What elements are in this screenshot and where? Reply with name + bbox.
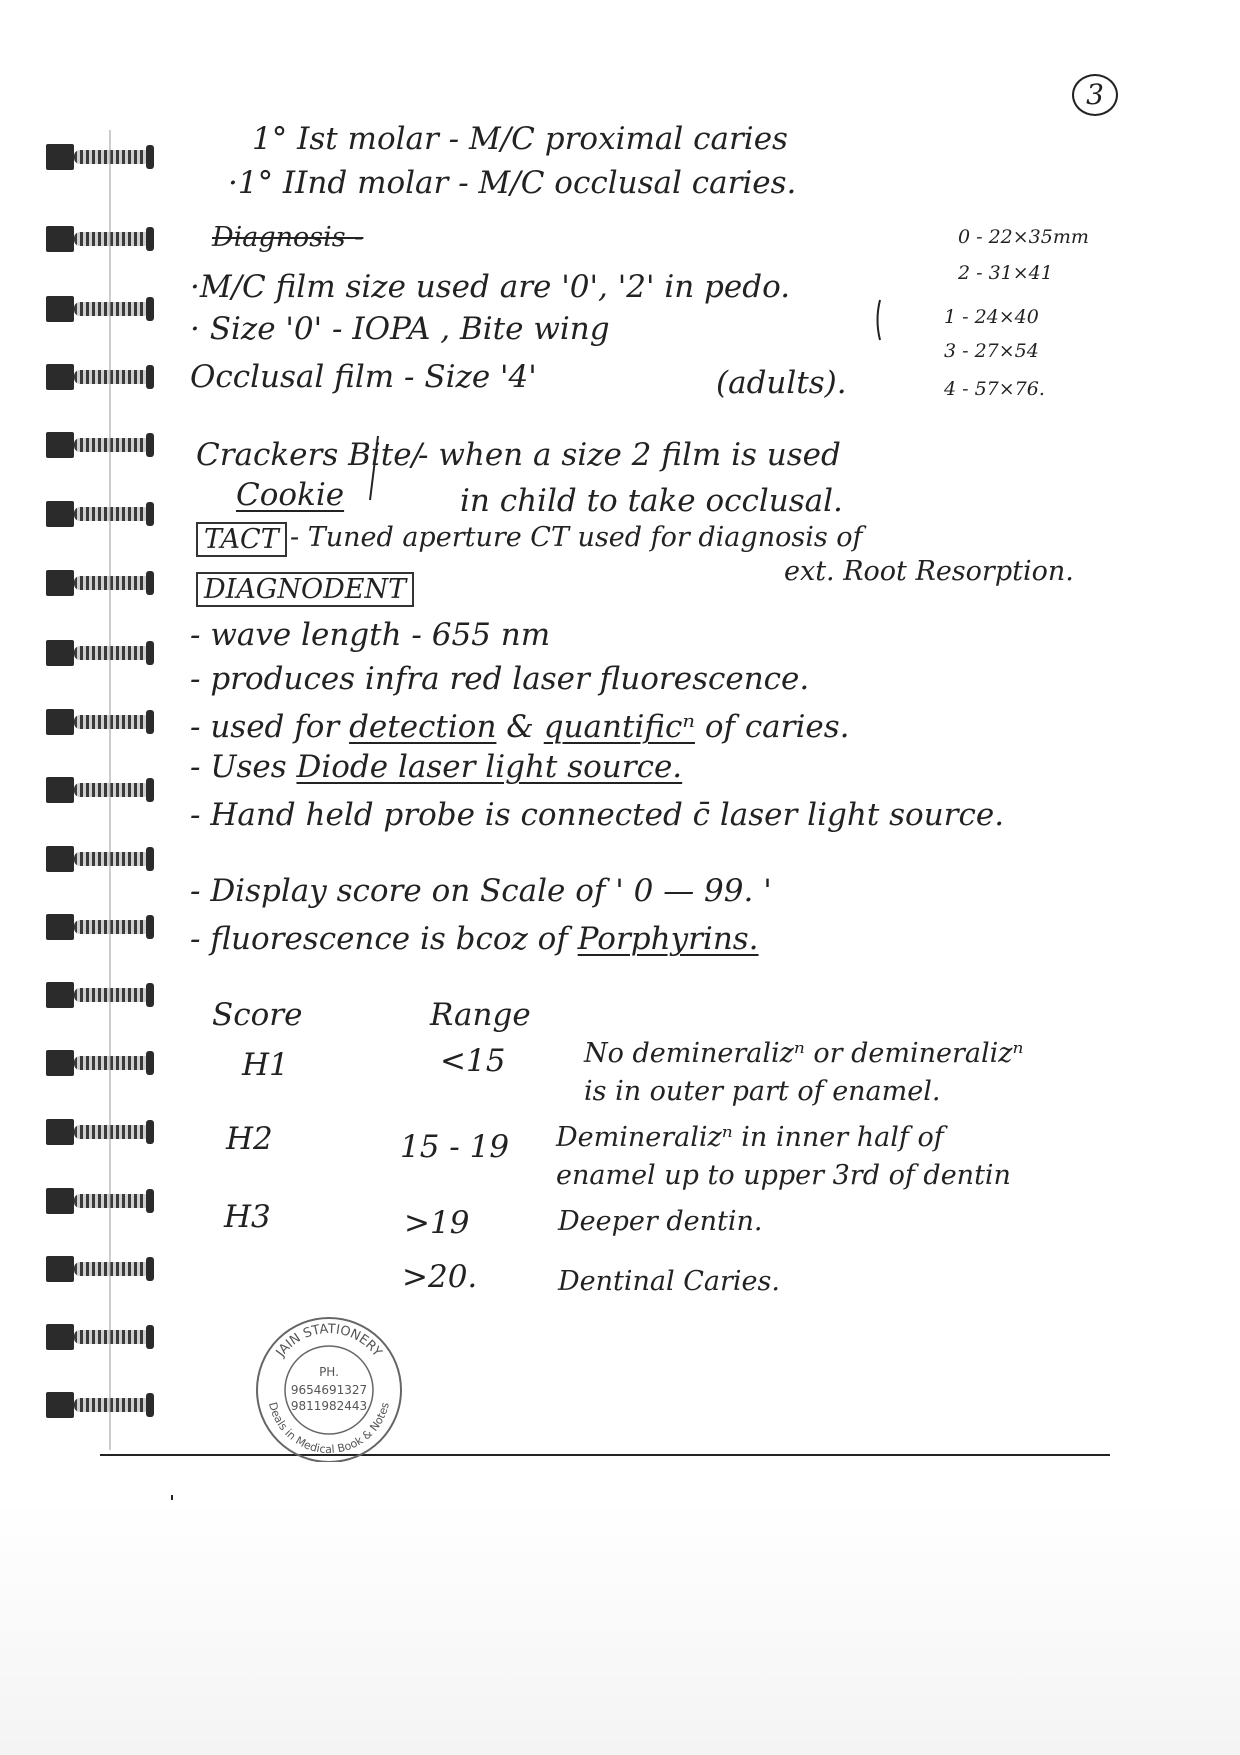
table-cell-desc: enamel up to upper 3rd of dentin: [556, 1160, 1011, 1191]
bullet-item: - used for detection & quantificⁿ of caries.: [190, 709, 850, 745]
svg-text:JAIN STATIONERY: [273, 1322, 385, 1361]
note-line: · Size '0' - IOPA , Bite wing: [190, 311, 610, 347]
note-line: ext. Root Resorption.: [784, 556, 1074, 587]
note-line: (adults).: [716, 365, 847, 401]
bullet-item: - Uses Diode laser light source.: [190, 749, 683, 785]
struck-heading: Diagnosis -: [212, 222, 364, 253]
table-cell-desc: Dentinal Caries.: [558, 1266, 780, 1297]
note-line: - when a size 2 film is used: [418, 437, 841, 473]
film-size-item: 0 - 22×35mm: [958, 226, 1089, 248]
bullet-item: - fluorescence is bcoz of Porphyrins.: [190, 921, 759, 957]
note-line: ·M/C film size used are '0', '2' in pedo.: [190, 269, 791, 305]
term-crackers-bite: Crackers Bite/: [196, 437, 423, 473]
table-cell-desc: Demineralizⁿ in inner half of: [556, 1122, 944, 1153]
film-size-item: 4 - 57×76.: [944, 378, 1045, 400]
table-header-range: Range: [430, 997, 531, 1033]
table-cell-range: <15: [440, 1043, 506, 1079]
film-size-item: 2 - 31×41: [958, 262, 1053, 284]
table-cell-score: H3: [224, 1199, 271, 1235]
table-cell-range: >20.: [402, 1259, 478, 1295]
next-page-area: [0, 1500, 1240, 1755]
bullet-item: - Hand held probe is connected c̄ laser light source.: [190, 797, 1005, 833]
bullet-item: - Display score on Scale of ' 0 — 99. ': [190, 873, 772, 909]
page-number: 3: [1072, 74, 1118, 116]
term-tact: TACT: [196, 522, 287, 557]
term-diagnodent: DIAGNODENT: [196, 572, 414, 607]
stamp-top-text: JAIN STATIONERY: [273, 1321, 385, 1360]
film-size-item: 1 - 24×40: [944, 306, 1039, 328]
table-cell-range: >19: [404, 1205, 470, 1241]
note-line: 1° Ist molar - M/C proximal caries: [252, 121, 788, 157]
table-cell-score: H1: [242, 1047, 289, 1083]
stamp-phone2: 9811982443: [290, 1399, 368, 1413]
note-line: - Tuned aperture CT used for diagnosis of: [290, 522, 863, 553]
film-size-item: 3 - 27×54: [944, 340, 1039, 362]
table-cell-desc: Deeper dentin.: [558, 1206, 763, 1237]
note-line: ·1° IInd molar - M/C occlusal caries.: [228, 165, 797, 201]
stationery-stamp: [250, 1312, 408, 1462]
table-header-score: Score: [212, 997, 303, 1033]
note-line: Occlusal film - Size '4': [190, 359, 537, 395]
stamp-bottom-text: Deals in Medical Book & Notes: [266, 1400, 392, 1457]
table-cell-desc: No demineralizⁿ or demineralizⁿ: [584, 1038, 1024, 1069]
stamp-phone1: 9654691327: [290, 1383, 368, 1397]
table-cell-desc: is in outer part of enamel.: [584, 1076, 941, 1107]
bullet-item: - wave length - 655 nm: [190, 617, 551, 653]
note-line: in child to take occlusal.: [460, 483, 843, 519]
table-cell-range: 15 - 19: [400, 1129, 510, 1165]
stamp-ph: PH.: [319, 1365, 339, 1379]
table-cell-score: H2: [226, 1121, 273, 1157]
bullet-item: - produces infra red laser fluorescence.: [190, 661, 810, 697]
term-cookie: Cookie: [236, 477, 345, 513]
